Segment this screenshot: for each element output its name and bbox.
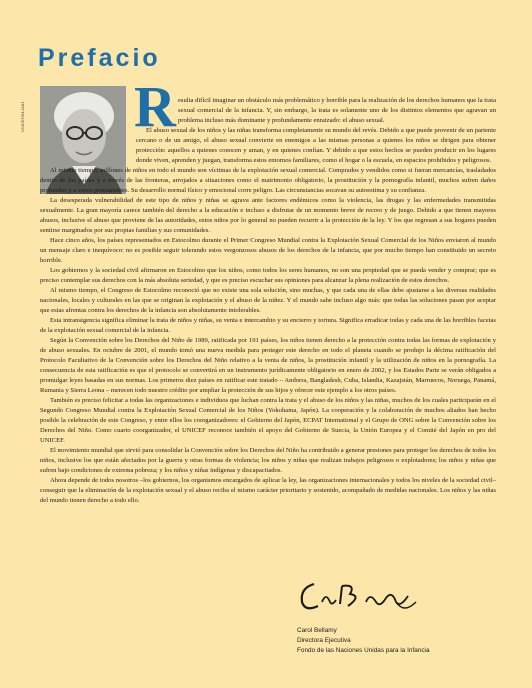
paragraph: El abuso sexual de los niños y las niñas transforma completamente su mundo del revés. Debido a que puede provenir de un pariente cercano o de un amigo, el abuso sexual convierte en enemigos a las mismas personas a quienes los niños se dirigen para obtener protección: aquellos a quienes conocen y aman, y en quienes confían. Y debido a que estos hechos se pueden producir en los lugares donde viven, aprenden y juegan, transforma estos entornos familiares, como el hogar o la escuela, en espacios prohibidos y peligrosos. [136, 127, 496, 164]
paragraph: esulta difícil imaginar un obstáculo más problemático y horrible para la realización de los derechos humanos que la trata sexual comercial de la infancia. Y, sin embargo, la trata es solamente uno de los distintos elementos que agravan un problema incluso más dominante y profundamente enraizado: el abuso sexual. [178, 97, 496, 124]
paragraph: Los gobiernos y la sociedad civil afirmaron en Estocolmo que los niños, como todos los seres humanos, no son una propiedad que se pueda vender y comprar; que es preciso contemplar sus derechos con la más absoluta seriedad, y que es preciso escuchar sus opiniones para alcanzar la plena realización de estos derechos. [40, 267, 496, 284]
signer-block [297, 626, 430, 656]
photo-credit: UNICEF/94-1181 [20, 101, 25, 132]
paragraph: Al mismo tiempo, millones de niños en todo el mundo son víctimas de la explotación sexual comercial. Comprados y vendidos como si fueran mercancías, trasladados dentro de los países y a través de las fronteras, arrojados a situaciones como el matrimonio obligatorio, la prostitución y la pornografía infantil, muchos sufren daños profundos y a veces permanentes. Su desarrollo normal físico y emocional corre peligro. Las circunstancias socavan su autoestima y su confianza. [40, 167, 496, 194]
paragraph: Ahora depende de todos nosotros –los gobiernos, los organismos encargados de aplicar la ley, las organizaciones internacionales y todos los niveles de la sociedad civil– conseguir que la eliminación de la explotación sexual y el abuso reciba el mismo carácter prioritario y sostenido, acompañado de medidas nacionales. Los niños y las niñas del mundo tienen derecho a todo ello. [40, 477, 496, 504]
paragraph: Al mismo tiempo, el Congreso de Estocolmo reconoció que no existe una sola solución, sino muchas, y que cada una de ellas debe ajustarse a las diversas realidades nacionales, locales y culturales en las que se originan la explotación y el abuso de la niñez. Y el mundo sabe incluso algo más: que todas las soluciones pasan por aceptar que estas afrentas contra los derechos de la infancia son absolutamente intolerables. [40, 287, 496, 314]
preface-body [40, 96, 496, 506]
page-title: Prefacio [38, 44, 161, 72]
signer-name: Carol Bellamy [297, 627, 337, 634]
signer-role: Directora Ejecutiva [297, 637, 351, 644]
paragraph: Según la Convención sobre los Derechos del Niño de 1989, ratificada por 191 países, los niños tienen derecho a la protección contra todas las formas de explotación y de abuso sexuales. En octubre de 2001, el mundo tomó una nueva medida para proteger este derecho en todo el planeta cuando se produjo la décima ratificación del Protocolo Facultativo de la Convención sobre los Derechos del Niño relativo a la venta de niños, la prostitución infantil y la utilización de niños en la pornografía. La consecuencia de esta ratificación es que el protocolo se convertirá en un instrumento jurídicamente obligatorio en enero de 2002, y los Estados Parte se verán obligados a promulgar leyes basadas en sus normas. Los primeros diez países en ratificar este tratado – Andorra, Bangladesh, Cuba, Islandia, Kazajstán, Marruecos, Noruega, Panamá, Rumania y Sierra Leona – merecen todo nuestro crédito por ampliar la protección de sus hijos y ofrecer este ejemplo a los otros países. [40, 337, 496, 394]
paragraph: Esta intransigencia significa eliminar la trata de niños y niñas, su venta e intercambio y su encierro y tortura. Significa erradicar todas y cada una de las horribles facetas de la explotación sexual comercial de la infancia. [40, 317, 496, 334]
paragraph: Hace cinco años, los países representados en Estocolmo durante el Primer Congreso Mundial contra la Explotación Sexual Comercial de los Niños enviaron al mundo un mensaje claro e inequívoco: no es posible seguir tolerando estos vergonzosos abusos de los derechos de la infancia, que por mucho tiempo han constituido un secreto horrible. [40, 237, 496, 264]
paragraph: El movimiento mundial que sirvió para consolidar la Convención sobre los Derechos del Niño ha contribuido a generar presiones para proteger los derechos de todos los niños, inclusive los que están afectados por la guerra y otras formas de violencia; los niños y niñas que realizan trabajos peligrosos o explotadores; los niños y niñas que sufren bajo condiciones de extrema pobreza; y los niños y niñas indígenas y discapacitados. [40, 447, 496, 474]
signer-org: Fondo de las Naciones Unidas para la Infancia [297, 647, 430, 654]
drop-cap: R [134, 74, 176, 139]
paragraph: La desesperada vulnerabilidad de este tipo de niños y niñas se agrava ante factores endémicos como la violencia, las drogas y las enfermedades transmitidas sexualmente. La gran mayoría carece también del derecho a la educación e incluso a disfrutar de un momento breve de recreo y de juego. Debido a que tienen mayores abusos, inclusive el abuso que proviene de las autoridades, estos niños por lo general no pueden recurrir a la protección de la ley. Y los que regresan a sus hogares pueden sentirse marginados por sus propias familias y sus comunidades. [40, 197, 496, 234]
paragraph: También es preciso felicitar a todas las organizaciones e individuos que luchan contra la trata y el abuso de los niños y las niñas, muchos de los cuales participarán en el Segundo Congreso Mundial contra la Explotación Sexual Comercial de los Niños (Yokohama, Japón). La cooperación y la colaboración de muchos aliados han hecho posible la celebración de este Congreso, y entre ellos los coorganizadores: el Gobierno del Japón, ECPAT International y el Grupo de ONG sobre la Convención sobre los Derechos del Niño. Como cuarto coorganizador, el UNICEF reconoce también el apoyo del Gobierno de Suecia, la Unión Europea y el Comité del Japón en pro del UNICEF. [40, 397, 496, 444]
signature-image [296, 572, 426, 618]
